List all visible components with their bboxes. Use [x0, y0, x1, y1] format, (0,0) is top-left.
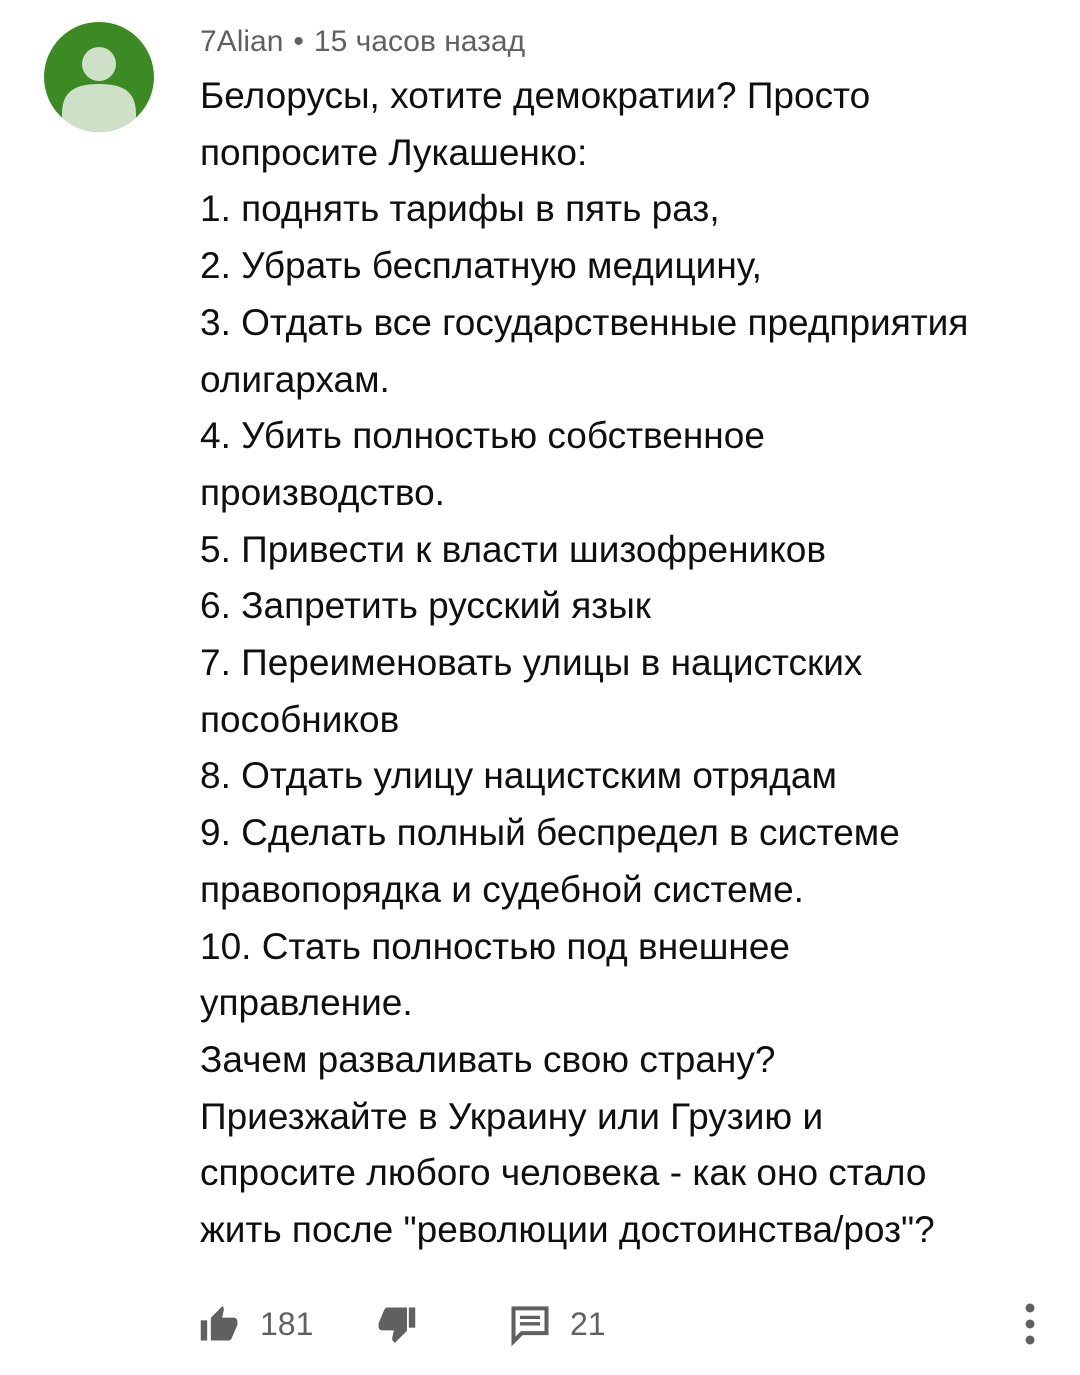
comment-line: жить после "революции достоинства/роз"?: [200, 1209, 935, 1251]
more-options-button[interactable]: [1010, 1296, 1050, 1352]
comment-line: 1. поднять тарифы в пять раз,: [200, 188, 720, 230]
like-count: 181: [260, 1306, 314, 1342]
comment-line: производство.: [200, 471, 445, 513]
like-button[interactable]: [198, 1296, 313, 1352]
author-avatar[interactable]: [44, 22, 154, 132]
comment-meta: [200, 24, 525, 60]
comment-line: 7. Переименовать улицы в нацистских: [200, 642, 863, 684]
author-name[interactable]: 7Alian: [200, 25, 284, 58]
comment-line: Приезжайте в Украину или Грузию и: [200, 1095, 824, 1137]
comment-icon: [508, 1302, 552, 1346]
comment-line: попросите Лукашенко:: [200, 131, 588, 173]
comment-line: спросите любого человека - как оно стало: [200, 1152, 927, 1194]
comment-line: правопорядка и судебной системе.: [200, 868, 804, 910]
comment-line: 5. Привести к власти шизофреников: [200, 528, 827, 570]
comment-line: Зачем разваливать свою страну?: [200, 1038, 776, 1080]
comment-line: 6. Запретить русский язык: [200, 585, 651, 627]
comment-body: [200, 68, 1050, 1259]
comment-line: 10. Стать полностью под внешнее: [200, 925, 790, 967]
comment-line: управление.: [200, 982, 413, 1024]
thumbs-down-icon: [374, 1302, 418, 1346]
comment-timestamp[interactable]: 15 часов назад: [313, 25, 526, 58]
comment-line: Белорусы, хотите демократии? Просто: [200, 75, 871, 116]
reply-button[interactable]: [508, 1296, 606, 1352]
comment-line: 3. Отдать все государственные предприятия: [200, 301, 969, 343]
comment-line: олигархам.: [200, 358, 390, 400]
comment-line: 9. Сделать полный беспредел в системе: [200, 812, 900, 854]
comment-line: 2. Убрать бесплатную медицину,: [200, 245, 762, 287]
comment-line: пособников: [200, 698, 400, 740]
comment-actions: [0, 1296, 1080, 1356]
more-vertical-icon: [1024, 1302, 1036, 1346]
meta-separator: •: [293, 25, 304, 58]
comment-line: 8. Отдать улицу нацистским отрядам: [200, 755, 837, 797]
default-avatar-icon: [44, 22, 154, 132]
comment-line: 4. Убить полностью собственное: [200, 415, 765, 457]
reply-count: 21: [570, 1306, 606, 1342]
dislike-button[interactable]: [374, 1296, 418, 1352]
thumbs-up-icon: [198, 1302, 242, 1346]
